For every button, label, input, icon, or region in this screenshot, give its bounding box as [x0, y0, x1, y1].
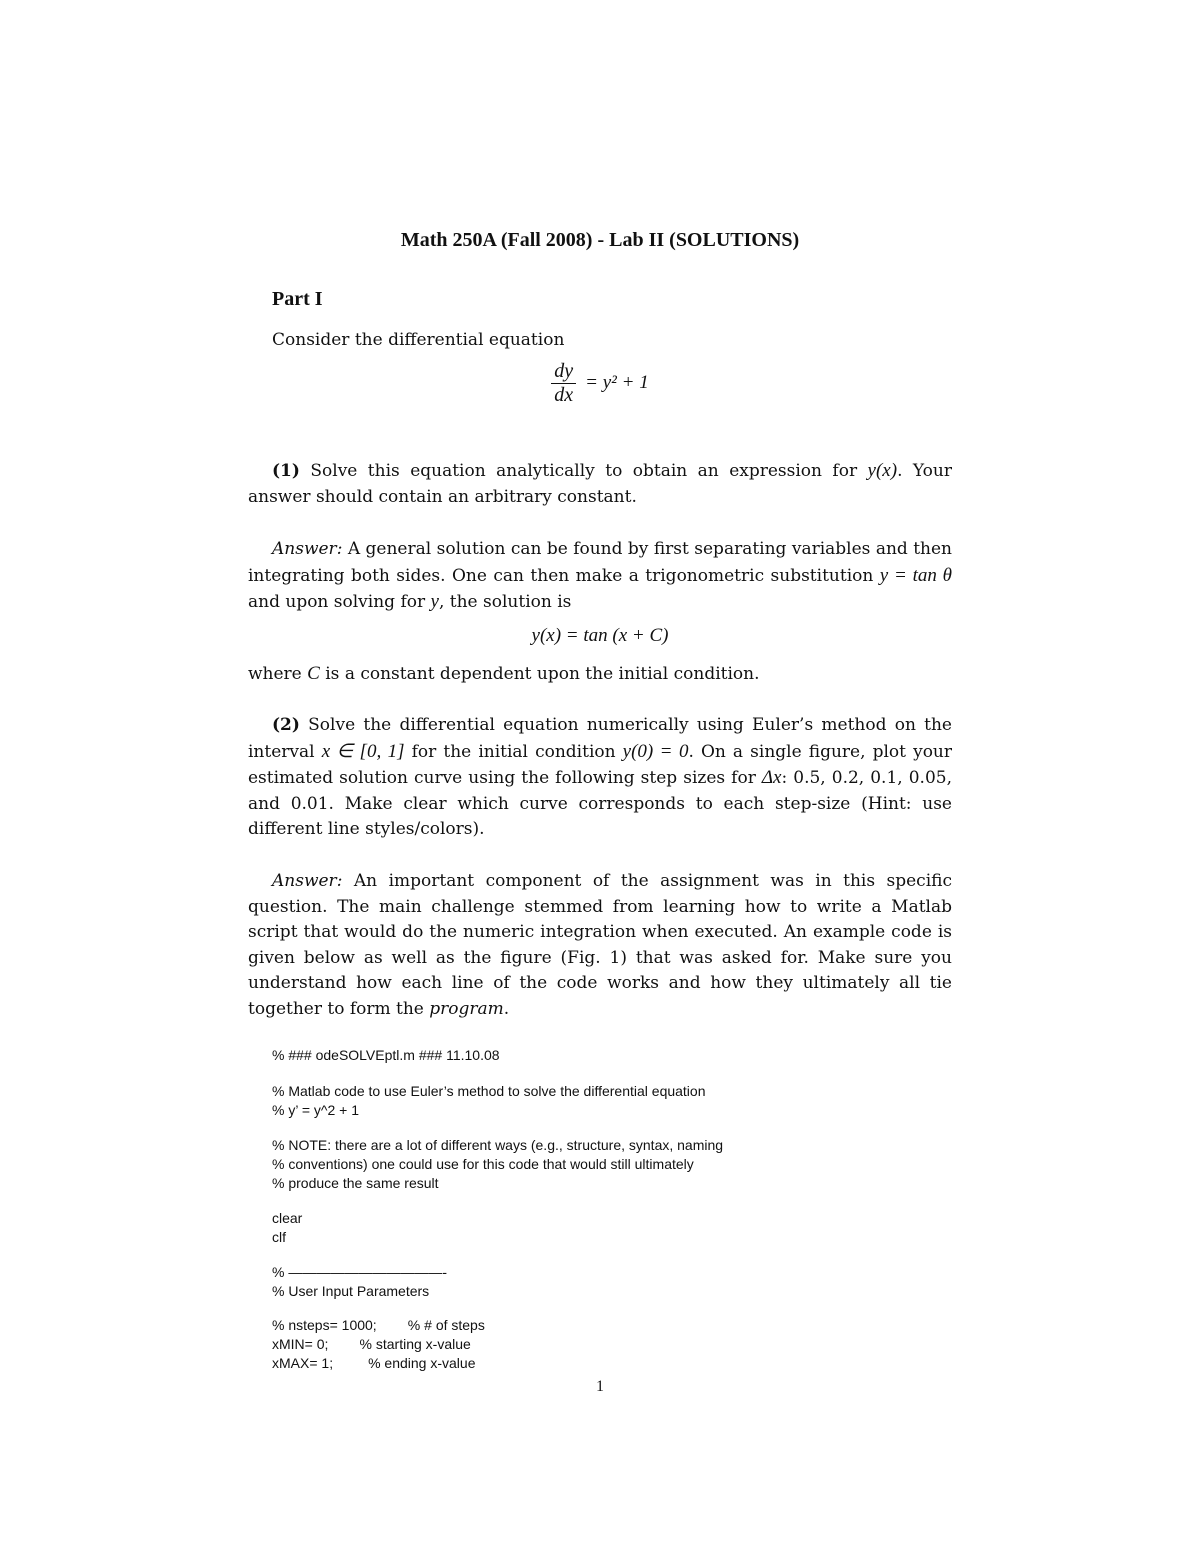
- answer-1-label: Answer:: [272, 539, 343, 559]
- code-line-11: % nsteps= 1000; % # of steps: [272, 1317, 485, 1333]
- question-1-math-a: y(x): [867, 460, 898, 481]
- code-line-8: clf: [272, 1229, 286, 1245]
- answer-1-text-b: and upon solving for: [248, 592, 431, 612]
- followup-text-b: is a constant dependent upon the initial condition.: [319, 664, 760, 684]
- solution-equation: [0, 624, 1200, 647]
- question-1: [248, 458, 952, 510]
- answer-2-emph: program: [429, 998, 504, 1019]
- solution-equation-text: y(x) = tan (x + C): [531, 625, 669, 646]
- followup-text-a: where: [248, 664, 308, 684]
- code-line-2: % Matlab code to use Euler’s method to solve the differential equation: [272, 1083, 706, 1099]
- code-line-1: % ### odeSOLVEptl.m ### 11.10.08: [272, 1047, 500, 1063]
- question-2-math-a: x ∈ [0, 1]: [321, 740, 405, 762]
- document-title: Math 250A (Fall 2008) - Lab II (SOLUTIONS): [400, 229, 800, 251]
- question-2-math-c: Δx: [761, 767, 782, 788]
- derivative-fraction: [551, 360, 576, 407]
- answer-1-text-a: A general solution can be found by first separating variables and then integrating both sides. One can then make a trigonometric substitution: [248, 539, 952, 586]
- answer-2-text-a: An important component of the assignment was in this specific question. The main challenge stemmed from learning how to write a Matlab script that would do the numeric integration when executed. An example code is given below as well as the figure (Fig. 1) that was asked for. Make sure you understand how each line of the code works and how they ultimately all tie together to form the: [248, 871, 952, 1019]
- question-2-text-d: : 0.5, 0.2, 0.1, 0.05, and 0.01. Make clear which curve corresponds to each step-size (Hint: use different line styles/colors).: [248, 768, 952, 839]
- answer-1-followup: [248, 661, 952, 688]
- answer-2-label: Answer:: [272, 871, 343, 891]
- code-line-6: % produce the same result: [272, 1175, 439, 1191]
- code-line-3: % y’ = y^2 + 1: [272, 1102, 359, 1118]
- code-line-7: clear: [272, 1210, 303, 1226]
- answer-1-text-c: , the solution is: [438, 592, 572, 612]
- page-number: 1: [596, 1378, 604, 1395]
- code-line-12: xMIN= 0; % starting x-value: [272, 1336, 471, 1352]
- followup-math-a: C: [307, 663, 320, 684]
- answer-2: [248, 869, 952, 1022]
- answer-1: [248, 537, 952, 616]
- code-line-5: % conventions) one could use for this code that would still ultimately: [272, 1156, 694, 1172]
- question-2-text-a: Solve the differential equation numerically using Euler’s method on the interval: [248, 715, 952, 762]
- question-2-text-b: for the initial condition: [404, 741, 623, 762]
- code-line-4: % NOTE: there are a lot of different ways (e.g., structure, syntax, naming: [272, 1137, 724, 1153]
- question-2-math-b: y(0) = 0: [622, 740, 689, 762]
- question-1-text-b: . Your answer should contain an arbitrary constant.: [248, 461, 952, 507]
- answer-1-math-a: y = tan θ: [879, 564, 953, 586]
- part-heading: Part I: [272, 288, 323, 310]
- question-1-label: (1): [272, 461, 300, 481]
- answer-1-math-b: y: [430, 591, 439, 612]
- code-line-13: xMAX= 1; % ending x-value: [272, 1355, 476, 1371]
- equation-rhs: = y² + 1: [585, 372, 649, 394]
- question-1-text-a: Solve this equation analytically to obtain an expression for: [299, 461, 868, 481]
- question-2-label: (2): [272, 715, 300, 735]
- code-line-9: % ———————————-: [272, 1264, 447, 1280]
- fraction-numerator: dy: [551, 360, 576, 384]
- answer-2-text-b: .: [503, 998, 510, 1019]
- question-2: [248, 713, 952, 843]
- code-line-10: % User Input Parameters: [272, 1283, 430, 1299]
- question-2-text-c: . On a single figure, plot your estimated solution curve using the following step sizes for: [248, 741, 952, 788]
- ode-equation: [0, 360, 1200, 407]
- fraction-denominator: dx: [554, 384, 574, 406]
- intro-text: Consider the differential equation: [272, 330, 565, 350]
